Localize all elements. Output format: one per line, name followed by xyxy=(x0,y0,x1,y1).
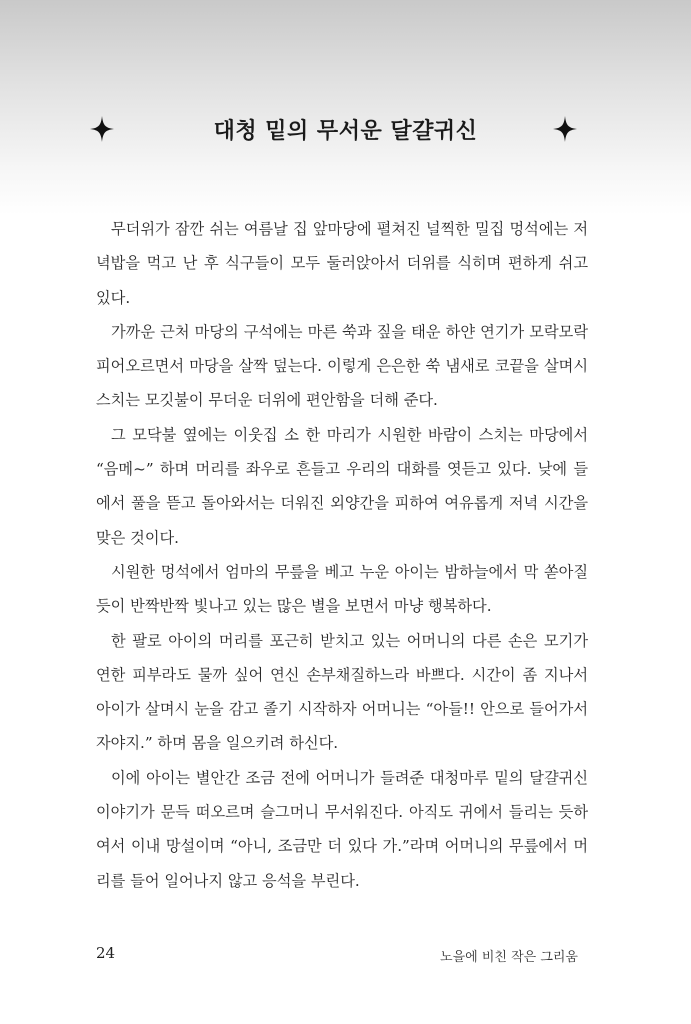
paragraph: 그 모닥불 옆에는 이웃집 소 한 마리가 시원한 바람이 스치는 마당에서 “음메~” 하며 머리를 좌우로 흔들고 우리의 대화를 엿듣고 있다. 낮에 들에서 풀을 뜯고 돌아와서는 더워진 외양간을 피하여 여유롭게 저녁 시간을 맞은 것이다. xyxy=(96,425,588,547)
header-gradient-band xyxy=(0,0,691,215)
four-point-star-icon xyxy=(90,116,114,142)
four-point-star-icon xyxy=(553,116,577,142)
body-text xyxy=(96,212,588,898)
running-book-title: 노을에 비친 작은 그리움 xyxy=(440,950,578,965)
page-number: 24 xyxy=(96,944,116,962)
chapter-header xyxy=(0,112,691,152)
paragraph: 무더위가 잠깐 쉬는 여름날 집 앞마당에 펼쳐진 널찍한 밀집 멍석에는 저녁밥을 먹고 난 후 식구들이 모두 둘러앉아서 더위를 식히며 편하게 쉬고 있다. xyxy=(96,220,588,307)
paragraph: 이에 아이는 별안간 조금 전에 어머니가 들려준 대청마루 밑의 달걀귀신 이야기가 문득 떠오르며 슬그머니 무서워진다. 아직도 귀에서 들리는 듯하여서 이내 망설이며 “아니, 조금만 더 있다 가.”라며 어머니의 무릎에서 머리를 들어 일어나지 않고 응석을 부린다. xyxy=(96,768,588,890)
paragraph: 가까운 근처 마당의 구석에는 마른 쑥과 짚을 태운 하얀 연기가 모락모락 피어오르면서 마당을 살짝 덮는다. 이렇게 은은한 쑥 냄새로 코끝을 살며시 스치는 모깃불이 무더운 더위에 편안함을 더해 준다. xyxy=(96,322,588,410)
paragraph: 시원한 멍석에서 엄마의 무릎을 베고 누운 아이는 밤하늘에서 막 쏟아질 듯이 반짝반짝 빛나고 있는 많은 별을 보면서 마냥 행복하다. xyxy=(96,562,588,616)
paragraph: 한 팔로 아이의 머리를 포근히 받치고 있는 어머니의 다른 손은 모기가 연한 피부라도 물까 싶어 연신 손부채질하느라 바쁘다. 시간이 좀 지나서 아이가 살며시 눈을 감고 졸기 시작하자 어머니는 “아들!! 안으로 들어가서 자야지.” 하며 몸을 일으키려 하신다. xyxy=(96,631,588,753)
chapter-title: 대청 밑의 무서운 달걀귀신 xyxy=(213,119,478,144)
